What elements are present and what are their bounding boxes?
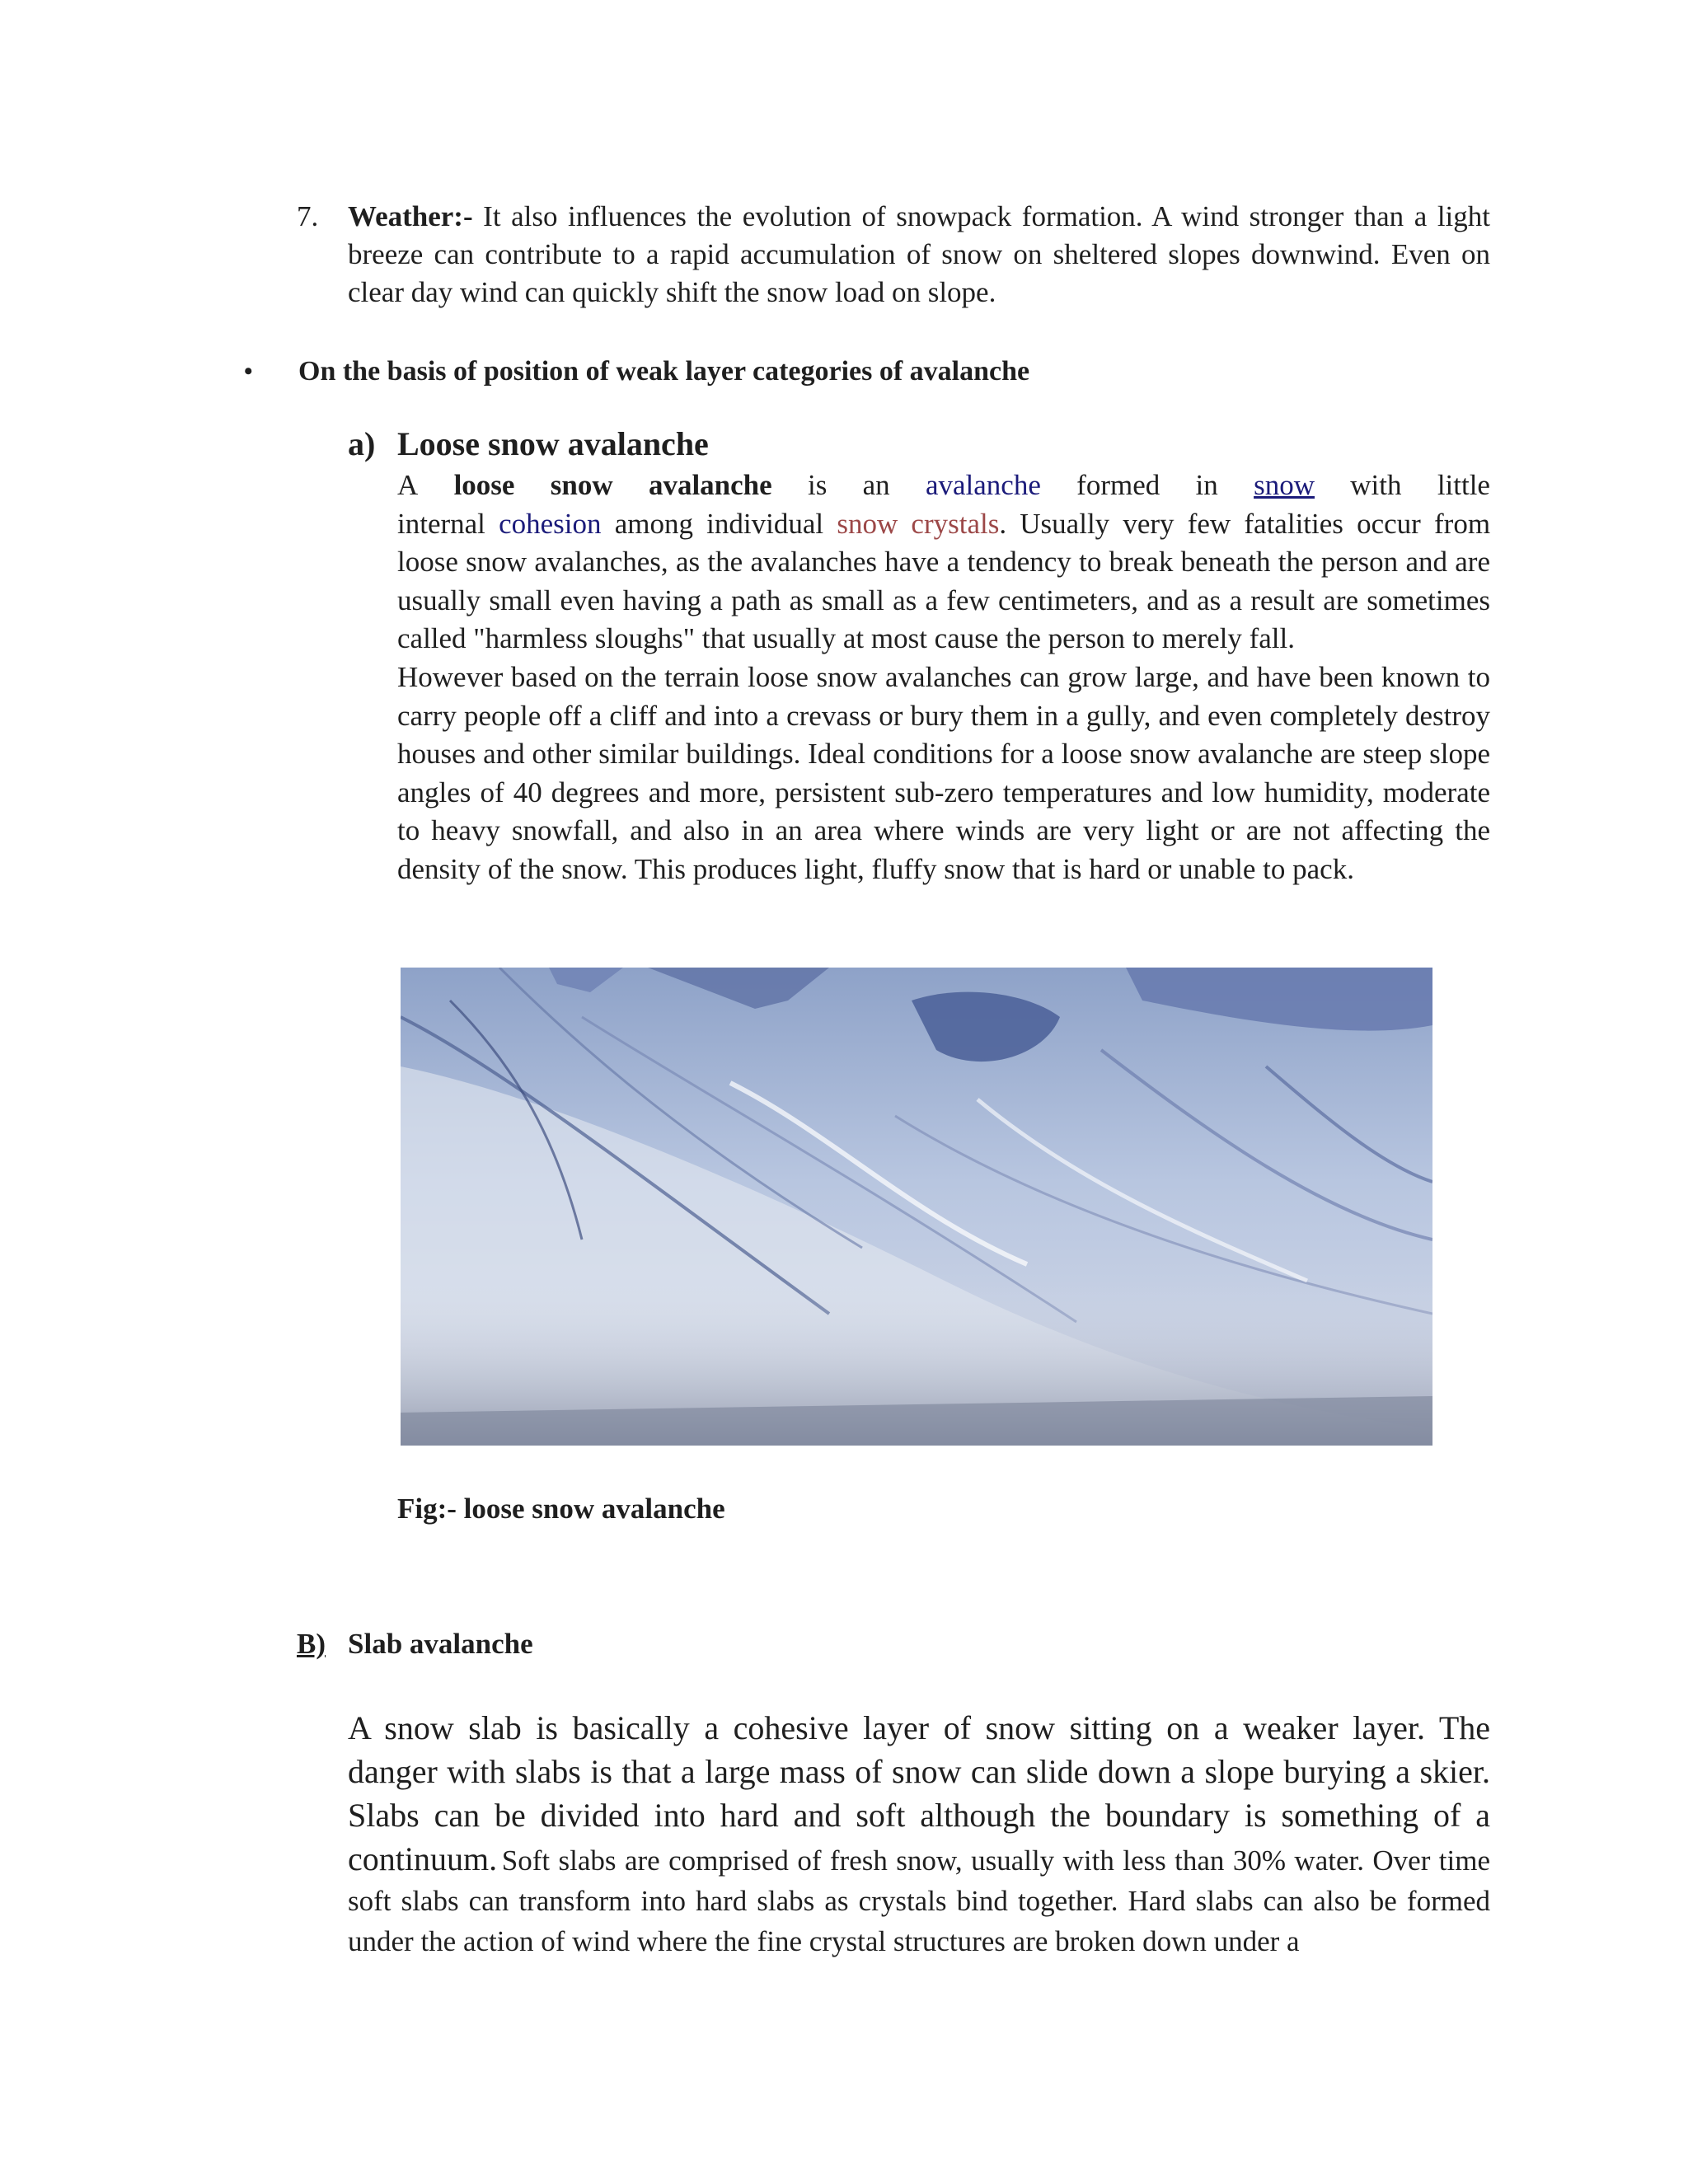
avalanche-photo-drawing	[401, 968, 1432, 1446]
section-title: Slab avalanche	[348, 1628, 533, 1660]
word: in	[1195, 469, 1218, 501]
word: avalanche	[648, 469, 772, 501]
list-item-body	[348, 198, 1490, 312]
text-run: among individual	[614, 507, 824, 540]
slab-paragraph	[348, 1706, 1490, 1961]
bullet-text: On the basis of position of weak layer categories of avalanche	[298, 356, 1030, 387]
word: little	[1437, 469, 1490, 501]
word: formed	[1076, 469, 1160, 501]
text-run-small: Soft slabs are comprised of fresh snow, usually with less than 30% water. Over time soft slabs can transform into hard slabs as crystals bind together. Hard slabs can also be formed under the action of wind where the fine crystal structures are broken down under a	[348, 1844, 1490, 1957]
item-text: It also influences the evolution of snowpack formation. A wind stronger than a light breeze can contribute to a rapid accumulation of snow on sheltered slopes downwind. Even on clear day wind can quickly shift the snow load on slope.	[348, 200, 1490, 308]
figure-caption: Fig:- loose snow avalanche	[397, 1493, 725, 1525]
avalanche-photo	[401, 968, 1432, 1446]
bullet-icon: •	[244, 358, 253, 385]
first-line	[397, 466, 1490, 505]
loose-snow-paragraphs	[397, 466, 1490, 889]
word: A	[397, 469, 419, 501]
section-marker: a)	[348, 425, 376, 462]
paragraph-definition	[397, 466, 1490, 658]
text-run: internal	[397, 507, 485, 540]
section-heading-slab	[297, 1625, 533, 1663]
item-label: Weather:-	[348, 200, 473, 232]
section-title: Loose snow avalanche	[397, 425, 709, 462]
link-snow-crystals[interactable]: snow crystals	[837, 507, 1000, 540]
text-run-large: A snow slab is basically a cohesive layer of snow sitting on a weaker layer. The danger with slabs is that a large mass of snow can slide down a slope burying a skier. Slabs can be divided into hard and soft although the boundary is something of a continuum.	[348, 1709, 1490, 1877]
list-item-weather	[297, 198, 1490, 312]
paragraph-terrain: However based on the terrain loose snow avalanches can grow large, and have been known to carry people off a cliff and into a crevass or bury them in a gully, and even completely destroy houses and other similar buildings. Ideal conditions for a loose snow avalanche are steep slope angles of 40 degrees and more, persistent sub-zero temperatures and low humidity, moderate to heavy snowfall, and also in an area where winds are very light or are not affecting the density of the snow. This produces light, fluffy snow that is hard or unable to pack.	[397, 660, 1490, 885]
section-heading-loose-snow	[348, 423, 709, 466]
link-cohesion[interactable]: cohesion	[499, 507, 602, 540]
bullet-heading	[244, 353, 1480, 391]
word: loose	[453, 469, 515, 501]
list-number: 7.	[297, 200, 319, 232]
text-run: . Usually very few fatalities occur from loose snow avalanches, as the avalanches have a tendency to break beneath the person and are usually small even having a path as small as a few centimeters, and as a result are sometimes called "harmless sloughs" that usually at most cause the person to merely fall.	[397, 507, 1491, 655]
section-marker: B)	[297, 1628, 326, 1660]
link-avalanche[interactable]: avalanche	[925, 469, 1041, 501]
word: snow	[550, 469, 613, 501]
word: is	[807, 469, 828, 501]
word: an	[862, 469, 890, 501]
word: with	[1350, 469, 1402, 501]
link-snow[interactable]: snow	[1254, 469, 1315, 501]
